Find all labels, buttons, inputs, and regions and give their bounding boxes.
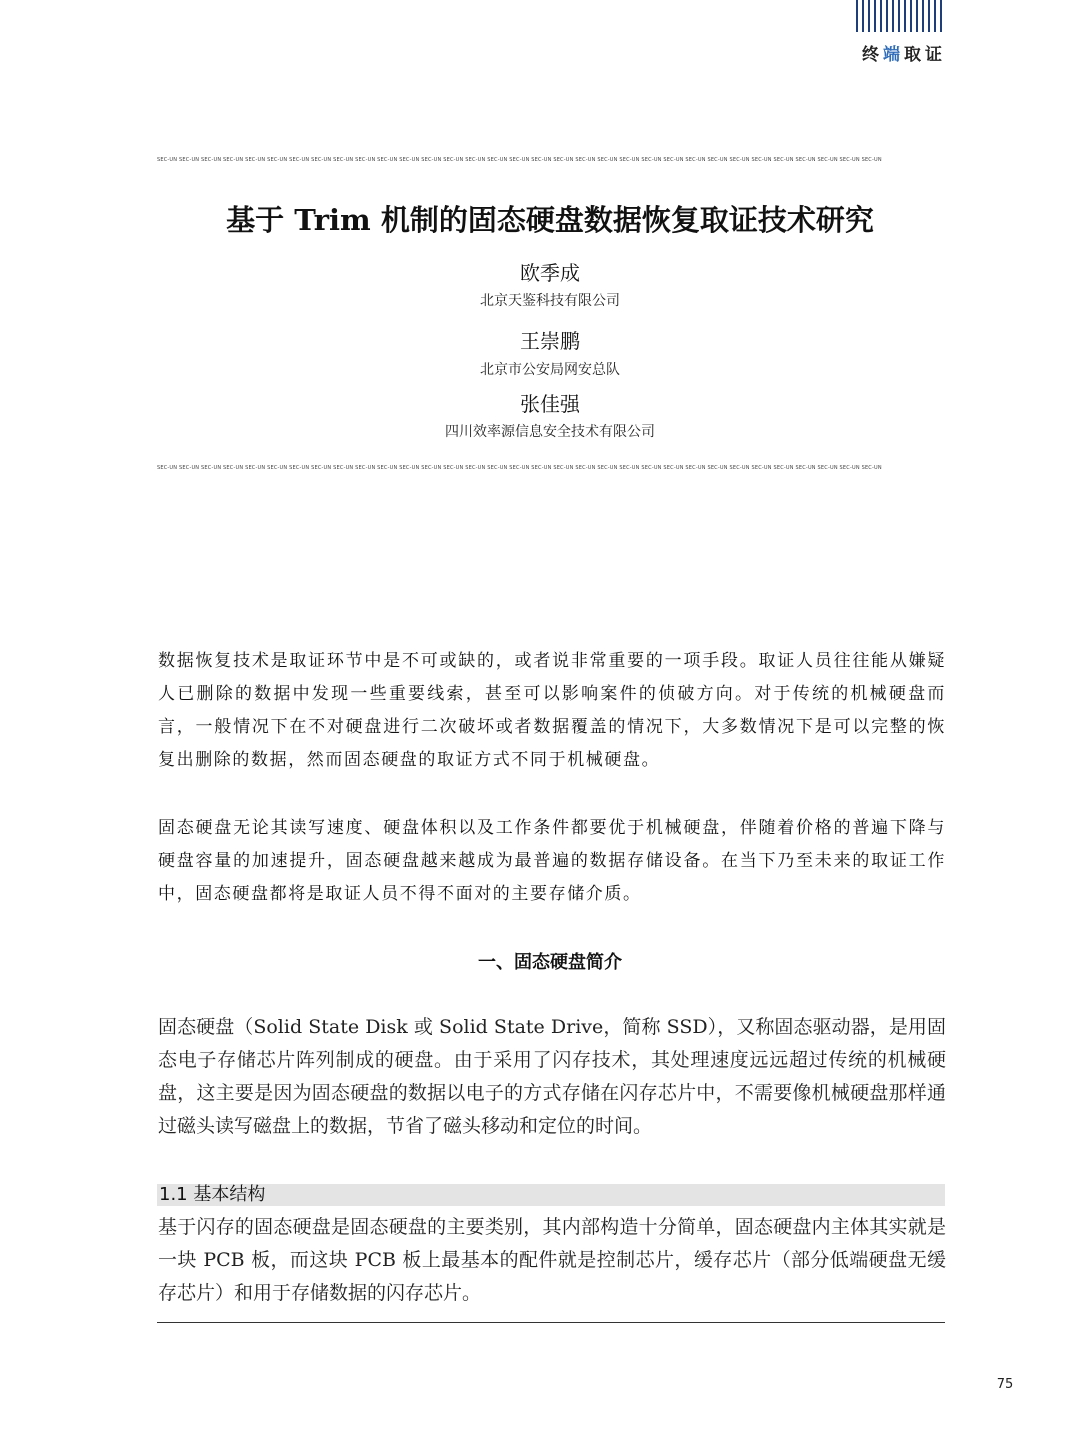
- author-name-3: 张佳强: [520, 392, 580, 416]
- author-affiliation-3: 四川效率源信息安全技术有限公司: [445, 424, 655, 440]
- section-tag-part2: 取证: [904, 45, 946, 65]
- bottom-divider: SEC-UN SEC-UN SEC-UN SEC-UN SEC-UN SEC-UN SEC-UN SEC-UN SEC-UN SEC-UN SEC-UN SEC-UN SEC-UN SEC-UN SEC-UN SEC-UN SEC-UN SEC-UN SEC-UN SEC-UN SEC-UN SEC-UN SEC-UN SEC-UN SEC-UN SEC-UN SEC-UN SEC-UN SEC-UN SEC-UN SEC-UN SEC-UN SEC-UN: [157, 465, 882, 471]
- section-tag-accent: 端: [883, 45, 904, 65]
- section-heading: 一、固态硬盘简介: [478, 952, 622, 973]
- section-tag-part1: 终: [862, 45, 883, 65]
- author-affiliation-2: 北京市公安局网安总队: [480, 362, 620, 378]
- abstract-paragraph-1: 数据恢复技术是取证环节中是不可或缺的，或者说非常重要的一项手段。取证人员往往能从嫌疑人已删除的数据中发现一些重要线索，甚至可以影响案件的侦破方向。对于传统的机械硬盘而言，一般情况下在不对硬盘进行二次破坏或者数据覆盖的情况下，大多数情况下是可以完整的恢复出删除的数据，然而固态硬盘的取证方式不同于机械硬盘。: [158, 651, 946, 770]
- article-title: 基于 Trim 机制的固态硬盘数据恢复取证技术研究: [226, 203, 874, 237]
- subsection-heading: 1.1 基本结构: [157, 1184, 945, 1206]
- barcode-decoration: [856, 0, 946, 32]
- footer-rule: [157, 1322, 945, 1323]
- section-paragraph: 固态硬盘（Solid State Disk 或 Solid State Drive，简称 SSD），又称固态驱动器，是用固态电子存储芯片阵列制成的硬盘。由于采用了闪存技术，其处理速度远远超过传统的机械硬盘，这主要是因为固态硬盘的数据以电子的方式存储在闪存芯片中，不需要像机械硬盘那样通过磁头读写磁盘上的数据，节省了磁头移动和定位的时间。: [158, 1016, 946, 1137]
- page-number: 75: [996, 1377, 1014, 1392]
- section-tag: [830, 40, 946, 65]
- author-name-1: 欧季成: [520, 261, 580, 285]
- abstract-paragraph-2: 固态硬盘无论其读写速度、硬盘体积以及工作条件都要优于机械硬盘，伴随着价格的普遍下降与硬盘容量的加速提升，固态硬盘越来越成为最普遍的数据存储设备。在当下乃至未来的取证工作中，固态硬盘都将是取证人员不得不面对的主要存储介质。: [158, 818, 946, 904]
- author-affiliation-1: 北京天鉴科技有限公司: [480, 293, 620, 309]
- top-divider: SEC-UN SEC-UN SEC-UN SEC-UN SEC-UN SEC-UN SEC-UN SEC-UN SEC-UN SEC-UN SEC-UN SEC-UN SEC-UN SEC-UN SEC-UN SEC-UN SEC-UN SEC-UN SEC-UN SEC-UN SEC-UN SEC-UN SEC-UN SEC-UN SEC-UN SEC-UN SEC-UN SEC-UN SEC-UN SEC-UN SEC-UN SEC-UN SEC-UN: [157, 157, 882, 163]
- author-name-2: 王崇鹏: [520, 329, 580, 353]
- subsection-paragraph: 基于闪存的固态硬盘是固态硬盘的主要类别，其内部构造十分简单，固态硬盘内主体其实就是一块 PCB 板，而这块 PCB 板上最基本的配件就是控制芯片，缓存芯片（部分低端硬盘无缓存芯片）和用于存储数据的闪存芯片。: [158, 1216, 946, 1304]
